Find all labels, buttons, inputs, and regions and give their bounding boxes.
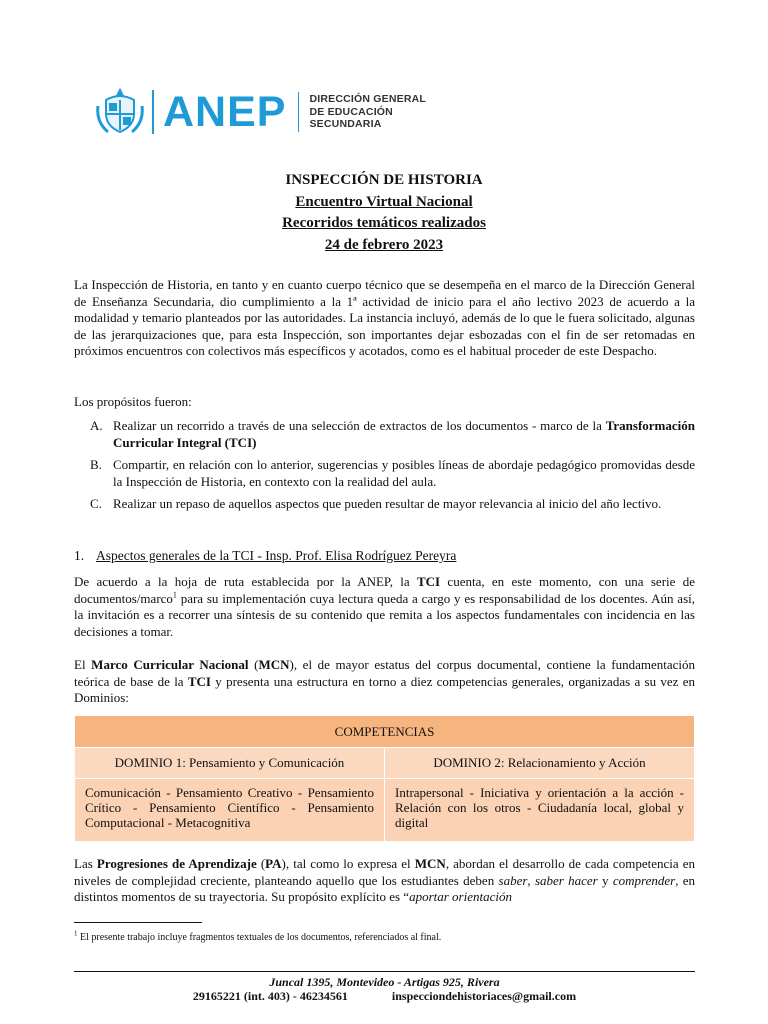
uruguay-coat-of-arms-icon xyxy=(94,86,146,138)
logo-divider xyxy=(152,90,154,134)
footnote: $^1$ El presente trabajo incluye fragmentos textuales de los documentos, referenciados al final. xyxy=(74,929,442,943)
list-item xyxy=(90,496,695,513)
section-number: 1. xyxy=(74,548,85,563)
paragraph-tci: De acuerdo a la hoja de ruta establecida por la ANEP, la TCI cuenta, en este momento, con una serie de documentos/marco$^1$ para su implementación cuya lectura queda a cargo y es responsabilidad de los docentes. Aún así, la invitación es a recorrer una síntesis de su contenido que remita a los aspectos fundamentales con incidencia en las decisiones a tomar. xyxy=(74,574,695,639)
table-header: COMPETENCIAS xyxy=(75,716,695,748)
domain-2-competencies: Intrapersonal - Iniciativa y orientación a la acción - Relación con los otros - Ciudadanía local, global y digital xyxy=(385,779,695,842)
section-title: Aspectos generales de la TCI - Insp. Prof. Elisa Rodríguez Pereyra xyxy=(96,548,457,563)
intro-paragraph xyxy=(74,277,695,360)
title-routes: Recorridos temáticos realizados xyxy=(282,215,486,231)
document-titles xyxy=(0,170,768,256)
footnote-ref: 1 xyxy=(172,590,177,600)
list-marker: B. xyxy=(90,457,102,472)
list-item-bold: Transformación Curricular Integral (TCI) xyxy=(113,418,695,450)
org-line-2: DE EDUCACIÓN xyxy=(309,105,393,118)
paragraph-progressions: Las Progresiones de Aprendizaje (PA), tal como lo expresa el MCN, abordan el desarrollo de cada competencia en niveles de complejidad creciente, planteando aquello que los estudiantes deben saber, saber hacer y comprender, en distintos momentos de su trayectoria. Su propósito explícito es “aportar orientación xyxy=(74,856,696,904)
org-name xyxy=(309,93,426,131)
section-heading xyxy=(74,548,456,564)
anep-wordmark: ANEP xyxy=(163,87,287,136)
anep-logo xyxy=(94,84,426,140)
list-item-text: Realizar un recorrido a través de una selección de extractos de los documentos - marco de la xyxy=(113,418,606,433)
org-line-1: DIRECCIÓN GENERAL xyxy=(309,93,427,106)
title-date: 24 de febrero 2023 xyxy=(324,236,444,253)
paragraph-mcn: El Marco Curricular Nacional (MCN), el de mayor estatus del corpus documental, contiene la fundamentación teórica de base de la TCI y presenta una estructura en torno a diez competencias generales, organizadas a su vez en Dominios: xyxy=(74,657,695,705)
footer-phone: 29165221 (int. 403) - 46234561 xyxy=(192,989,348,1003)
footer-divider xyxy=(74,971,695,972)
logo-divider-2 xyxy=(298,92,299,132)
footnote-divider xyxy=(74,922,202,923)
domain-1-competencies: Comunicación - Pensamiento Creativo - Pensamiento Crítico - Pensamiento Científico - Pensamiento Computacional - Metacognitiva xyxy=(75,779,385,842)
footer-address: Juncal 1395, Montevideo - Artigas 925, Rivera xyxy=(269,975,500,989)
footer-email[interactable]: inspecciondehistoriaces@gmail.com xyxy=(391,989,577,1003)
domain-2-header: DOMINIO 2: Relacionamiento y Acción xyxy=(385,748,695,779)
purposes-heading: Los propósitos fueron: xyxy=(74,394,192,409)
list-item xyxy=(90,418,695,451)
list-item-text: Realizar un repaso de aquellos aspectos que pueden resultar de mayor relevancia al inicio del año lectivo. xyxy=(113,496,662,511)
intro-text: La Inspección de Historia, en tanto y en cuanto cuerpo técnico que se desempeña en el marco de la Dirección General de Enseñanza Secundaria, dio cumplimiento a la 1ª actividad de inicio para el año lectivo 2023 de acuerdo a la modalidad y temario planteados por las autoridades. La instancia incluyó, además de lo que le fuera solicitado, algunas de las jerarquizaciones que, para esta Inspección, son importantes dejar esbozadas con el fin de ser retomadas en próximos encuentros con colectivos más específicos y acotados, como es el habitual proceder de este Despacho. xyxy=(74,277,695,358)
title-event: Encuentro Virtual Nacional xyxy=(295,193,473,210)
purposes-list xyxy=(90,418,695,519)
list-marker: C. xyxy=(90,496,102,511)
list-item-text: Compartir, en relación con lo anterior, sugerencias y posibles líneas de abordaje pedagógico promovidas desde la Inspección de Historia, en contexto con la realidad del aula. xyxy=(113,457,695,489)
list-marker: A. xyxy=(90,418,103,433)
title-inspection: INSPECCIÓN DE HISTORIA xyxy=(285,172,483,188)
page-footer xyxy=(74,975,695,1003)
competencies-table xyxy=(74,715,695,842)
org-line-3: SECUNDARIA xyxy=(309,118,382,131)
list-item xyxy=(90,457,695,490)
domain-1-header: DOMINIO 1: Pensamiento y Comunicación xyxy=(75,748,385,779)
